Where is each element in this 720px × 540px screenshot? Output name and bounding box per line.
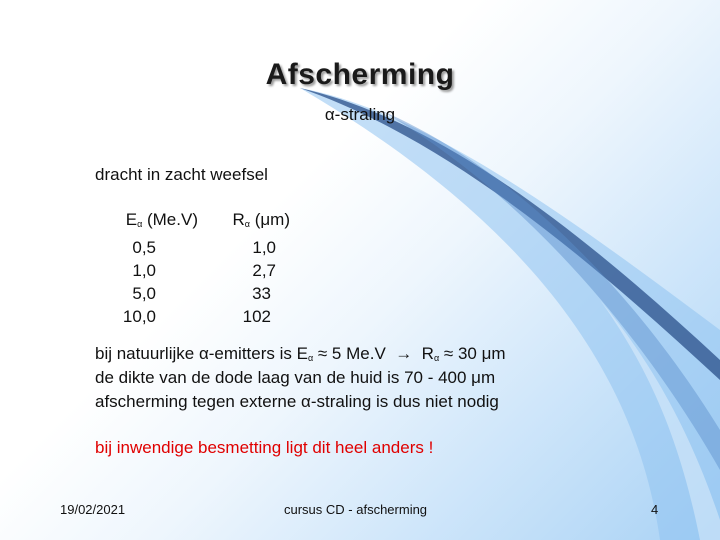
range-value: 33	[252, 284, 271, 303]
fact-line-3: afscherming tegen externe α-straling is dus niet nodig	[95, 392, 499, 411]
intro-text: dracht in zacht weefsel	[95, 165, 268, 184]
footer-page-number: 4	[651, 502, 659, 517]
range-value: 2,7	[252, 261, 276, 280]
energy-value: 10,0	[122, 307, 156, 326]
energy-value: 1,0	[132, 261, 156, 280]
range-value: 102	[242, 307, 271, 326]
range-header: $R_\alpha$ (μm)	[232, 210, 290, 229]
slide-title: Afscherming	[265, 58, 455, 91]
range-value: 1,0	[252, 238, 276, 257]
fact-line-2: de dikte van de dode laag van de huid is 70 - 400 μm	[95, 368, 496, 387]
energy-value: 5,0	[132, 284, 156, 303]
energy-header: $E_\alpha$ (Me.V)	[125, 210, 198, 229]
slide-subtitle: α-straling	[324, 105, 396, 124]
fact-line-1: bij natuurlijke α-emitters is $E_\alpha \approx 5$ $Me.V \to R_\alpha \approx 30$ μm	[95, 344, 506, 363]
range-column	[214, 208, 290, 328]
energy-column	[108, 208, 198, 328]
internal-contamination-note: bij inwendige besmetting ligt dit heel anders !	[95, 438, 434, 457]
footer-course: cursus CD - afscherming	[284, 502, 428, 517]
energy-value: 0,5	[132, 238, 156, 257]
footer-date: 19/02/2021	[60, 502, 126, 517]
